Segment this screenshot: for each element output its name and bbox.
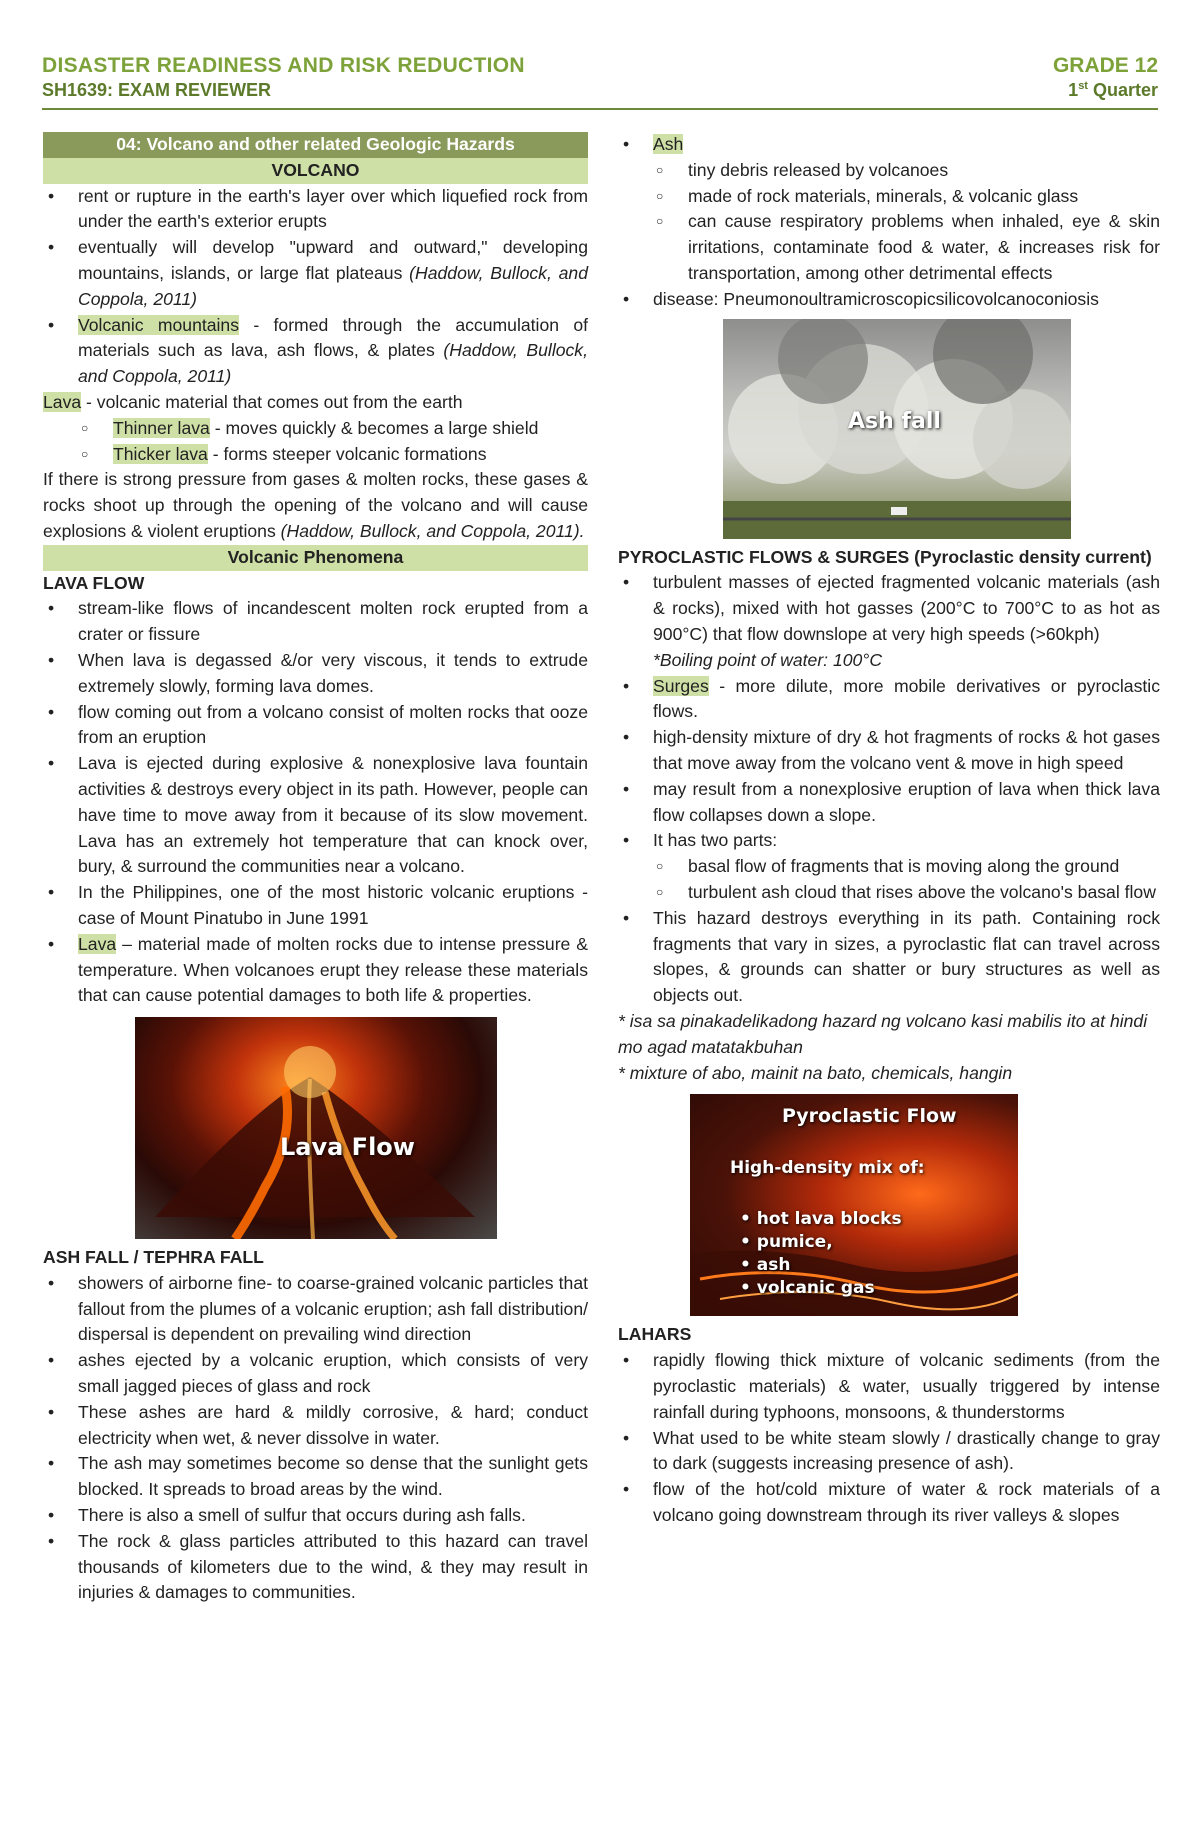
sub-list-item: ○ can cause respiratory problems when inhaled, eye & skin irritations, contaminate food & water, & increases risk for transportation, among other detrimental effects [618, 209, 1160, 286]
list-item: • ashes ejected by a volcanic eruption, which consists of very small jagged pieces of glass and rock [43, 1348, 588, 1400]
ash-fall-caption: Ash fall [848, 408, 941, 434]
right-column [618, 132, 1160, 1529]
pyro-img-item: • pumice, [740, 1232, 833, 1253]
module-banner: 04: Volcano and other related Geologic Hazards [43, 132, 588, 158]
page-header [42, 52, 1158, 110]
list-item: • When lava is degassed &/or very viscous, it tends to extrude extremely slowly, forming lava domes. [43, 648, 588, 700]
list-item: • This hazard destroys everything in its path. Containing rock fragments that vary in sizes, a pyroclastic flat can travel across slopes, & grounds can shatter or bury structures as well as objects out. [618, 906, 1160, 1009]
volcano-heading: VOLCANO [43, 158, 588, 184]
list-item: • What used to be white steam slowly / drastically change to gray to dark (suggests increasing presence of ash). [618, 1426, 1160, 1478]
pyro-img-item: • ash [740, 1255, 791, 1276]
ash-fall-heading: ASH FALL / TEPHRA FALL [43, 1247, 264, 1268]
lava-flow-caption: Lava Flow [280, 1133, 415, 1162]
list-item: • showers of airborne fine- to coarse-grained volcanic particles that fallout from the plumes of a volcanic eruption; ash fall distribution/ dispersal is dependent on prevailing wind direction [43, 1271, 588, 1348]
pyro-img-title: Pyroclastic Flow [782, 1105, 957, 1128]
course-code: SH1639: EXAM REVIEWER [42, 80, 272, 100]
list-item: • The ash may sometimes become so dense that the sunlight gets blocked. It spreads to broad areas by the wind. [43, 1451, 588, 1503]
list-item: • high-density mixture of dry & hot fragments of rocks & hot gases that move away from the volcano vent & move in high speed [618, 725, 1160, 777]
course-title: DISASTER READINESS AND RISK REDUCTION [42, 54, 525, 77]
sub-list-item: ○ Thinner lava - moves quickly & becomes a large shield [43, 416, 588, 442]
list-item: • In the Philippines, one of the most historic volcanic eruptions - case of Mount Pinatubo in June 1991 [43, 880, 588, 932]
left-column [43, 132, 588, 1606]
list-item: • Lava – material made of molten rocks due to intense pressure & temperature. When volcanoes erupt they release these materials that can cause potential damages to both life & properties. [43, 932, 588, 1009]
list-item: • There is also a smell of sulfur that occurs during ash falls. [43, 1503, 588, 1529]
pyroclastic-heading: PYROCLASTIC FLOWS & SURGES (Pyroclastic density current) [618, 546, 1152, 567]
ash-fall-image [723, 319, 1071, 539]
ash-heading-item: • Ash [618, 132, 1160, 158]
lava-flow-image [135, 1017, 497, 1239]
list-item: • The rock & glass particles attributed to this hazard can travel thousands of kilometers due to the wind, & they may result in injuries & damages to communities. [43, 1529, 588, 1606]
list-item: • Lava is ejected during explosive & nonexplosive lava fountain activities & destroys every object in its path. However, people can have time to move away from it because of its slow movement. Lava has an extremely hot temperature that can knock over, bury, & surround the communities near a volcano. [43, 751, 588, 880]
list-item: • Surges - more dilute, more mobile derivatives or pyroclastic flows. [618, 674, 1160, 726]
pyro-img-item: • hot lava blocks [740, 1209, 902, 1230]
quarter-label: 1st Quarter [1068, 80, 1158, 100]
note-tagalog-2: * mixture of abo, mainit na bato, chemicals, hangin [618, 1062, 1013, 1083]
pressure-paragraph: If there is strong pressure from gases & molten rocks, these gases & rocks shoot up through the opening of the volcano and will cause explosions & violent eruptions (Haddow, Bullock, and Coppola, 2011). [43, 469, 588, 541]
sub-list-item: ○ basal flow of fragments that is moving along the ground [618, 854, 1160, 880]
lava-definition: Lava - volcanic material that comes out from the earth [43, 391, 463, 412]
list-item: • rent or rupture in the earth's layer over which liquefied rock from under the earth's exterior erupts [43, 184, 588, 236]
list-item: • flow coming out from a volcano consist of molten rocks that ooze from an eruption [43, 700, 588, 752]
boiling-note: *Boiling point of water: 100°C [653, 649, 883, 670]
list-item: • eventually will develop "upward and outward," developing mountains, islands, or large flat plateaus (Haddow, Bullock, and Coppola, 2011) [43, 235, 588, 312]
lava-illustration [135, 1017, 497, 1239]
pyro-img-item: • volcanic gas [740, 1278, 875, 1299]
list-item: • stream-like flows of incandescent molten rock erupted from a crater or fissure [43, 596, 588, 648]
pyroclastic-flow-image [690, 1094, 1018, 1316]
lahars-heading: LAHARS [618, 1324, 692, 1345]
list-item: • turbulent masses of ejected fragmented volcanic materials (ash & rocks), mixed with hot gasses (200°C to 700°C to as hot as 900°C) that flow downslope at very high speeds (>60kph) [618, 570, 1160, 647]
phenomena-heading: Volcanic Phenomena [43, 545, 588, 571]
grade-label: GRADE 12 [1052, 54, 1158, 77]
list-item: • may result from a nonexplosive eruption of lava when thick lava flow collapses down a slope. [618, 777, 1160, 829]
list-item: • These ashes are hard & mildly corrosive, & hard; conduct electricity when wet, & never dissolve in water. [43, 1400, 588, 1452]
list-item: • It has two parts: [618, 828, 1160, 854]
sub-list-item: ○ made of rock materials, minerals, & volcanic glass [618, 184, 1160, 210]
sub-list-item: ○ Thicker lava - forms steeper volcanic formations [43, 442, 588, 468]
list-item: • disease: Pneumonoultramicroscopicsilicovolcanoconiosis [618, 287, 1160, 313]
list-item: • flow of the hot/cold mixture of water & rock materials of a volcano going downstream through its river valleys & slopes [618, 1477, 1160, 1529]
sub-list-item: ○ turbulent ash cloud that rises above the volcano's basal flow [618, 880, 1160, 906]
lava-flow-heading: LAVA FLOW [43, 572, 145, 593]
list-item: • rapidly flowing thick mixture of volcanic sediments (from the pyroclastic materials) & water, usually triggered by intense rainfall during typhoons, monsoons, & thunderstorms [618, 1348, 1160, 1425]
note-tagalog-1: * isa sa pinakadelikadong hazard ng volcano kasi mabilis ito at hindi mo agad matatakbuhan [618, 1010, 1148, 1057]
pyro-img-subtitle: High-density mix of: [730, 1158, 925, 1179]
list-item: • Volcanic mountains - formed through the accumulation of materials such as lava, ash flows, & plates (Haddow, Bullock, and Coppola, 2011) [43, 313, 588, 390]
sub-list-item: ○ tiny debris released by volcanoes [618, 158, 1160, 184]
